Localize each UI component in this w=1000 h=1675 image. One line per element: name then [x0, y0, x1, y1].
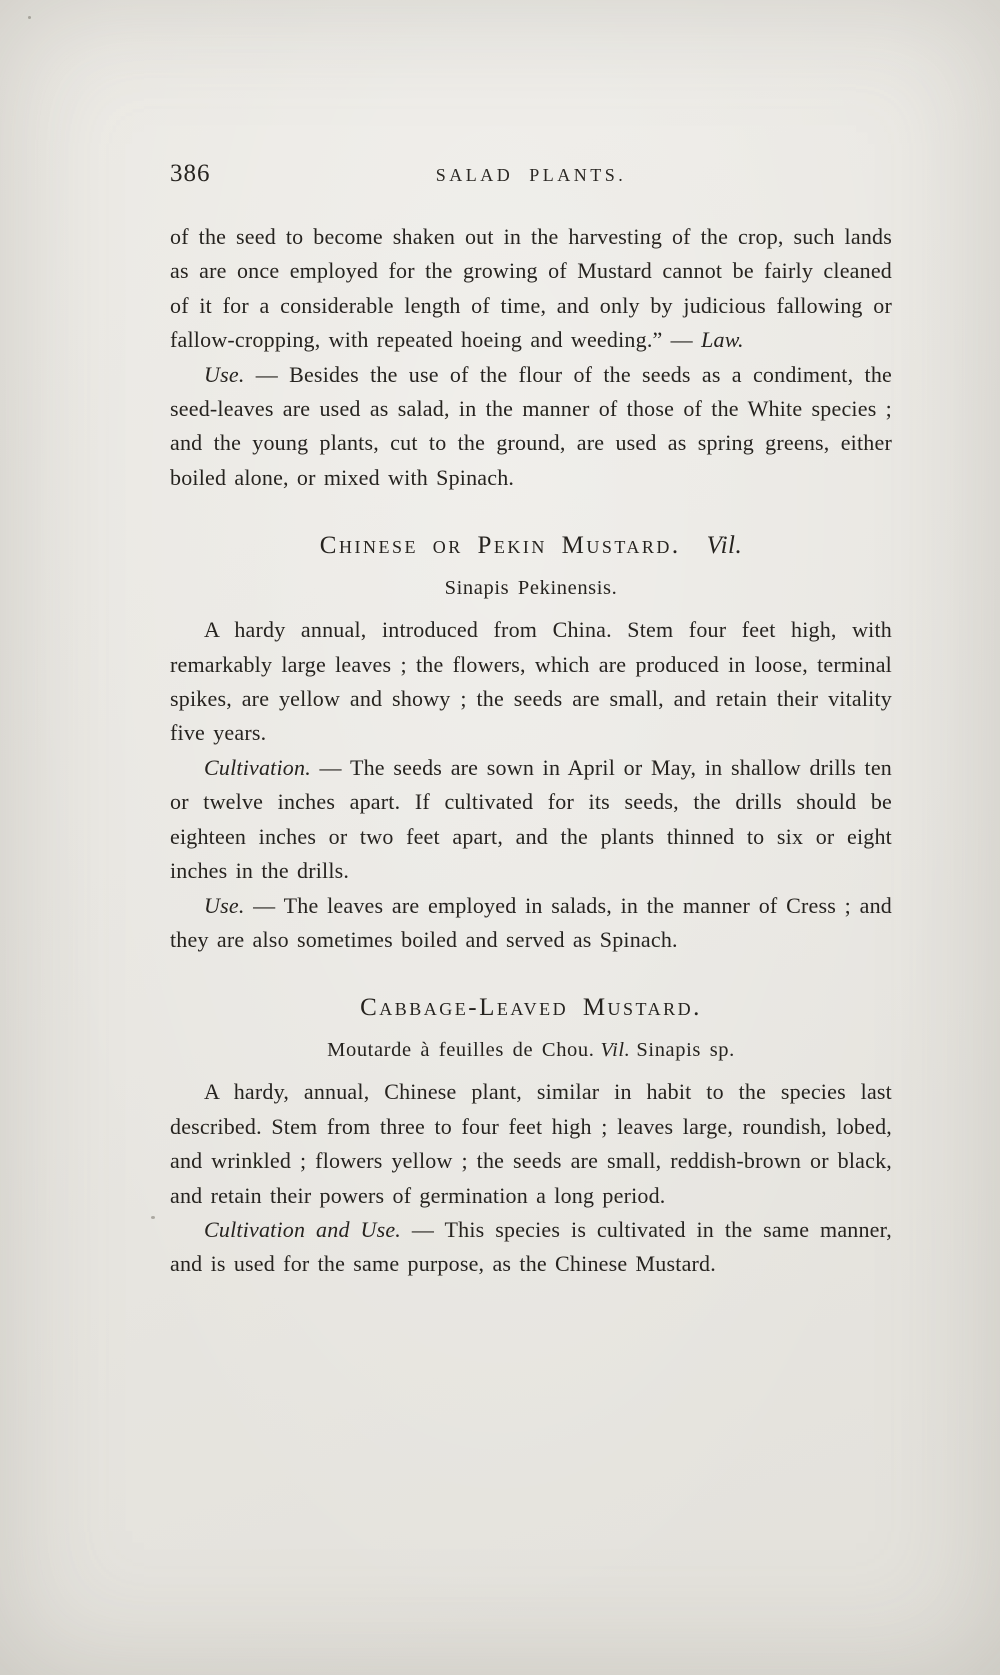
paragraph-text: — This species is cultivated in the same manner, and is used for the same purpose, as the Chinese Mustard.: [170, 1216, 892, 1277]
subheading-sinapis-pekinensis: Sinapis Pekinensis.: [444, 577, 618, 600]
heading-attribution: Vil.: [706, 532, 743, 560]
paragraph-mustard-continuation: [170, 220, 892, 358]
paragraph-text: — Besides the use of the flour of the seeds as a condiment, the seed-leaves are used as salad, in the manner of those of the White species ; and the young plants, cut to the ground, are used as spring greens, either boiled alone, or mixed with Spinach.: [170, 361, 892, 490]
paragraph-chinese-use: [170, 889, 892, 958]
paragraph-cabbage-description: A hardy, annual, Chinese plant, similar in habit to the species last described. Stem from three to four feet high ; leaves large, roundish, lobed, and wrinkled ; flowers yellow ; the seeds are small, reddish-brown or black, and retain their powers of germination a long period.: [170, 1079, 892, 1208]
paragraph-chinese-cultivation: [170, 751, 892, 889]
paragraph-mustard-use: [170, 358, 892, 496]
paragraph-text: — The leaves are employed in salads, in the manner of Cress ; and they are also sometimes boiled and served as Spinach.: [170, 892, 892, 952]
paragraph-lead: Use.: [204, 892, 245, 918]
paragraph-chinese-description: A hardy annual, introduced from China. Stem four feet high, with remarkably large leaves ; the flowers, which are produced in loose, terminal spikes, are yellow and showy ; the seeds are small, and retain their vitality five years.: [170, 617, 892, 746]
section-heading-cabbage-mustard: Cabbage-Leaved Mustard.: [360, 994, 702, 1022]
scan-artifact: [28, 16, 31, 19]
page-number: 386: [170, 160, 211, 187]
paragraph-text: — The seeds are sown in April or May, in shallow drills ten or twelve inches apart. If cultivated for its seeds, the drills should be eighteen inches or two feet apart, and the plants thinned to six or eight inches in the drills.: [170, 754, 892, 884]
page-body: [170, 220, 892, 1282]
paragraph-lead: Use.: [204, 361, 245, 387]
heading-text: Chinese or Pekin Mustard.: [319, 532, 681, 560]
subheading-attribution: Vil.: [600, 1039, 631, 1062]
subheading-species: Sinapis sp.: [636, 1039, 735, 1062]
scan-artifact: [151, 1216, 155, 1219]
page-header: [170, 160, 892, 194]
page-content: [170, 160, 892, 1282]
subheading-french: Moutarde à feuilles de Chou.: [327, 1039, 595, 1062]
running-head: SALAD PLANTS.: [435, 165, 627, 185]
section-heading-chinese-mustard: [170, 531, 892, 561]
paragraph-text: of the seed to become shaken out in the harvesting of the crop, such lands as are once employed for the growing of Mustard cannot be fairly cleaned of it for a considerable length of time, and only by judicious fallowing or fallow-cropping, with repeated hoeing and weeding.” —: [170, 224, 892, 353]
paragraph-cabbage-cultivation: [170, 1213, 892, 1282]
subheading-moutarde: [170, 1037, 892, 1063]
paragraph-lead: Cultivation and Use.: [204, 1216, 401, 1242]
attribution-law: Law.: [701, 327, 744, 353]
paragraph-lead: Cultivation.: [204, 754, 311, 780]
